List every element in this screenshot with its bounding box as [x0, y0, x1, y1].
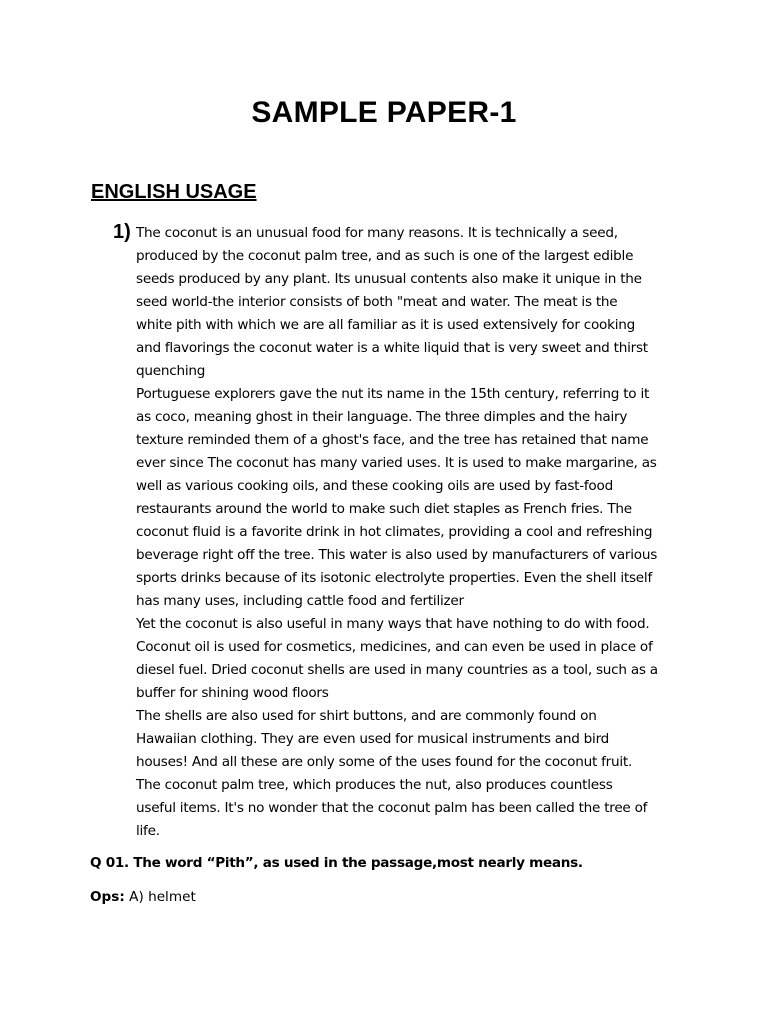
passage-line: buffer for shining wood floors	[136, 685, 329, 701]
passage-line: white pith with which we are all familiar as it is used extensively for cooking	[136, 317, 636, 333]
passage-line: quenching	[136, 363, 206, 379]
passage-line: Yet the coconut is also useful in many ways that have nothing to do with food.	[136, 616, 650, 632]
passage-line: The shells are also used for shirt buttons, and are commonly found on	[136, 708, 597, 724]
passage-line: as coco, meaning ghost in their language. The three dimples and the hairy	[136, 409, 628, 425]
passage-line: The coconut palm tree, which produces the nut, also produces countless	[136, 777, 613, 793]
passage-line: houses! And all these are only some of the uses found for the coconut fruit.	[136, 754, 633, 770]
option-a: A) helmet	[129, 889, 196, 905]
passage-line: useful items. It's no wonder that the coconut palm has been called the tree of	[136, 800, 648, 816]
passage-line: life.	[136, 823, 160, 839]
passage-line: produced by the coconut palm tree, and as such is one of the largest edible	[136, 248, 634, 264]
passage-line: diesel fuel. Dried coconut shells are used in many countries as a tool, such as a	[136, 662, 658, 678]
passage-line: and flavorings the coconut water is a white liquid that is very sweet and thirst	[136, 340, 648, 356]
passage-line: sports drinks because of its isotonic electrolyte properties. Even the shell itself	[136, 570, 652, 586]
passage-line: restaurants around the world to make such diet staples as French fries. The	[136, 501, 632, 517]
passage-line: seeds produced by any plant. Its unusual contents also make it unique in the	[136, 271, 642, 287]
passage-line: has many uses, including cattle food and fertilizer	[136, 593, 464, 609]
passage-line: coconut fluid is a favorite drink in hot climates, providing a cool and refreshing	[136, 524, 653, 540]
question-number: 1)	[113, 221, 131, 243]
passage-line: Hawaiian clothing. They are even used for musical instruments and bird	[136, 731, 610, 747]
options-row	[90, 889, 196, 905]
passage-line: texture reminded them of a ghost's face, and the tree has retained that name	[136, 432, 649, 448]
reading-passage	[136, 222, 696, 843]
passage-line: Coconut oil is used for cosmetics, medicines, and can even be used in place of	[136, 639, 653, 655]
section-heading: ENGLISH USAGE	[91, 181, 257, 203]
options-label: Ops:	[90, 889, 125, 905]
page-title: SAMPLE PAPER-1	[251, 96, 517, 129]
passage-line: well as various cooking oils, and these cooking oils are used by fast-food	[136, 478, 613, 494]
passage-line: ever since The coconut has many varied uses. It is used to make margarine, as	[136, 455, 657, 471]
passage-line: Portuguese explorers gave the nut its name in the 15th century, referring to it	[136, 386, 650, 402]
question-text: Q 01. The word “Pith”, as used in the passage,most nearly means.	[90, 855, 583, 871]
passage-line: seed world-the interior consists of both "meat and water. The meat is the	[136, 294, 618, 310]
passage-line: beverage right off the tree. This water is also used by manufacturers of various	[136, 547, 658, 563]
passage-line: The coconut is an unusual food for many reasons. It is technically a seed,	[136, 225, 618, 241]
